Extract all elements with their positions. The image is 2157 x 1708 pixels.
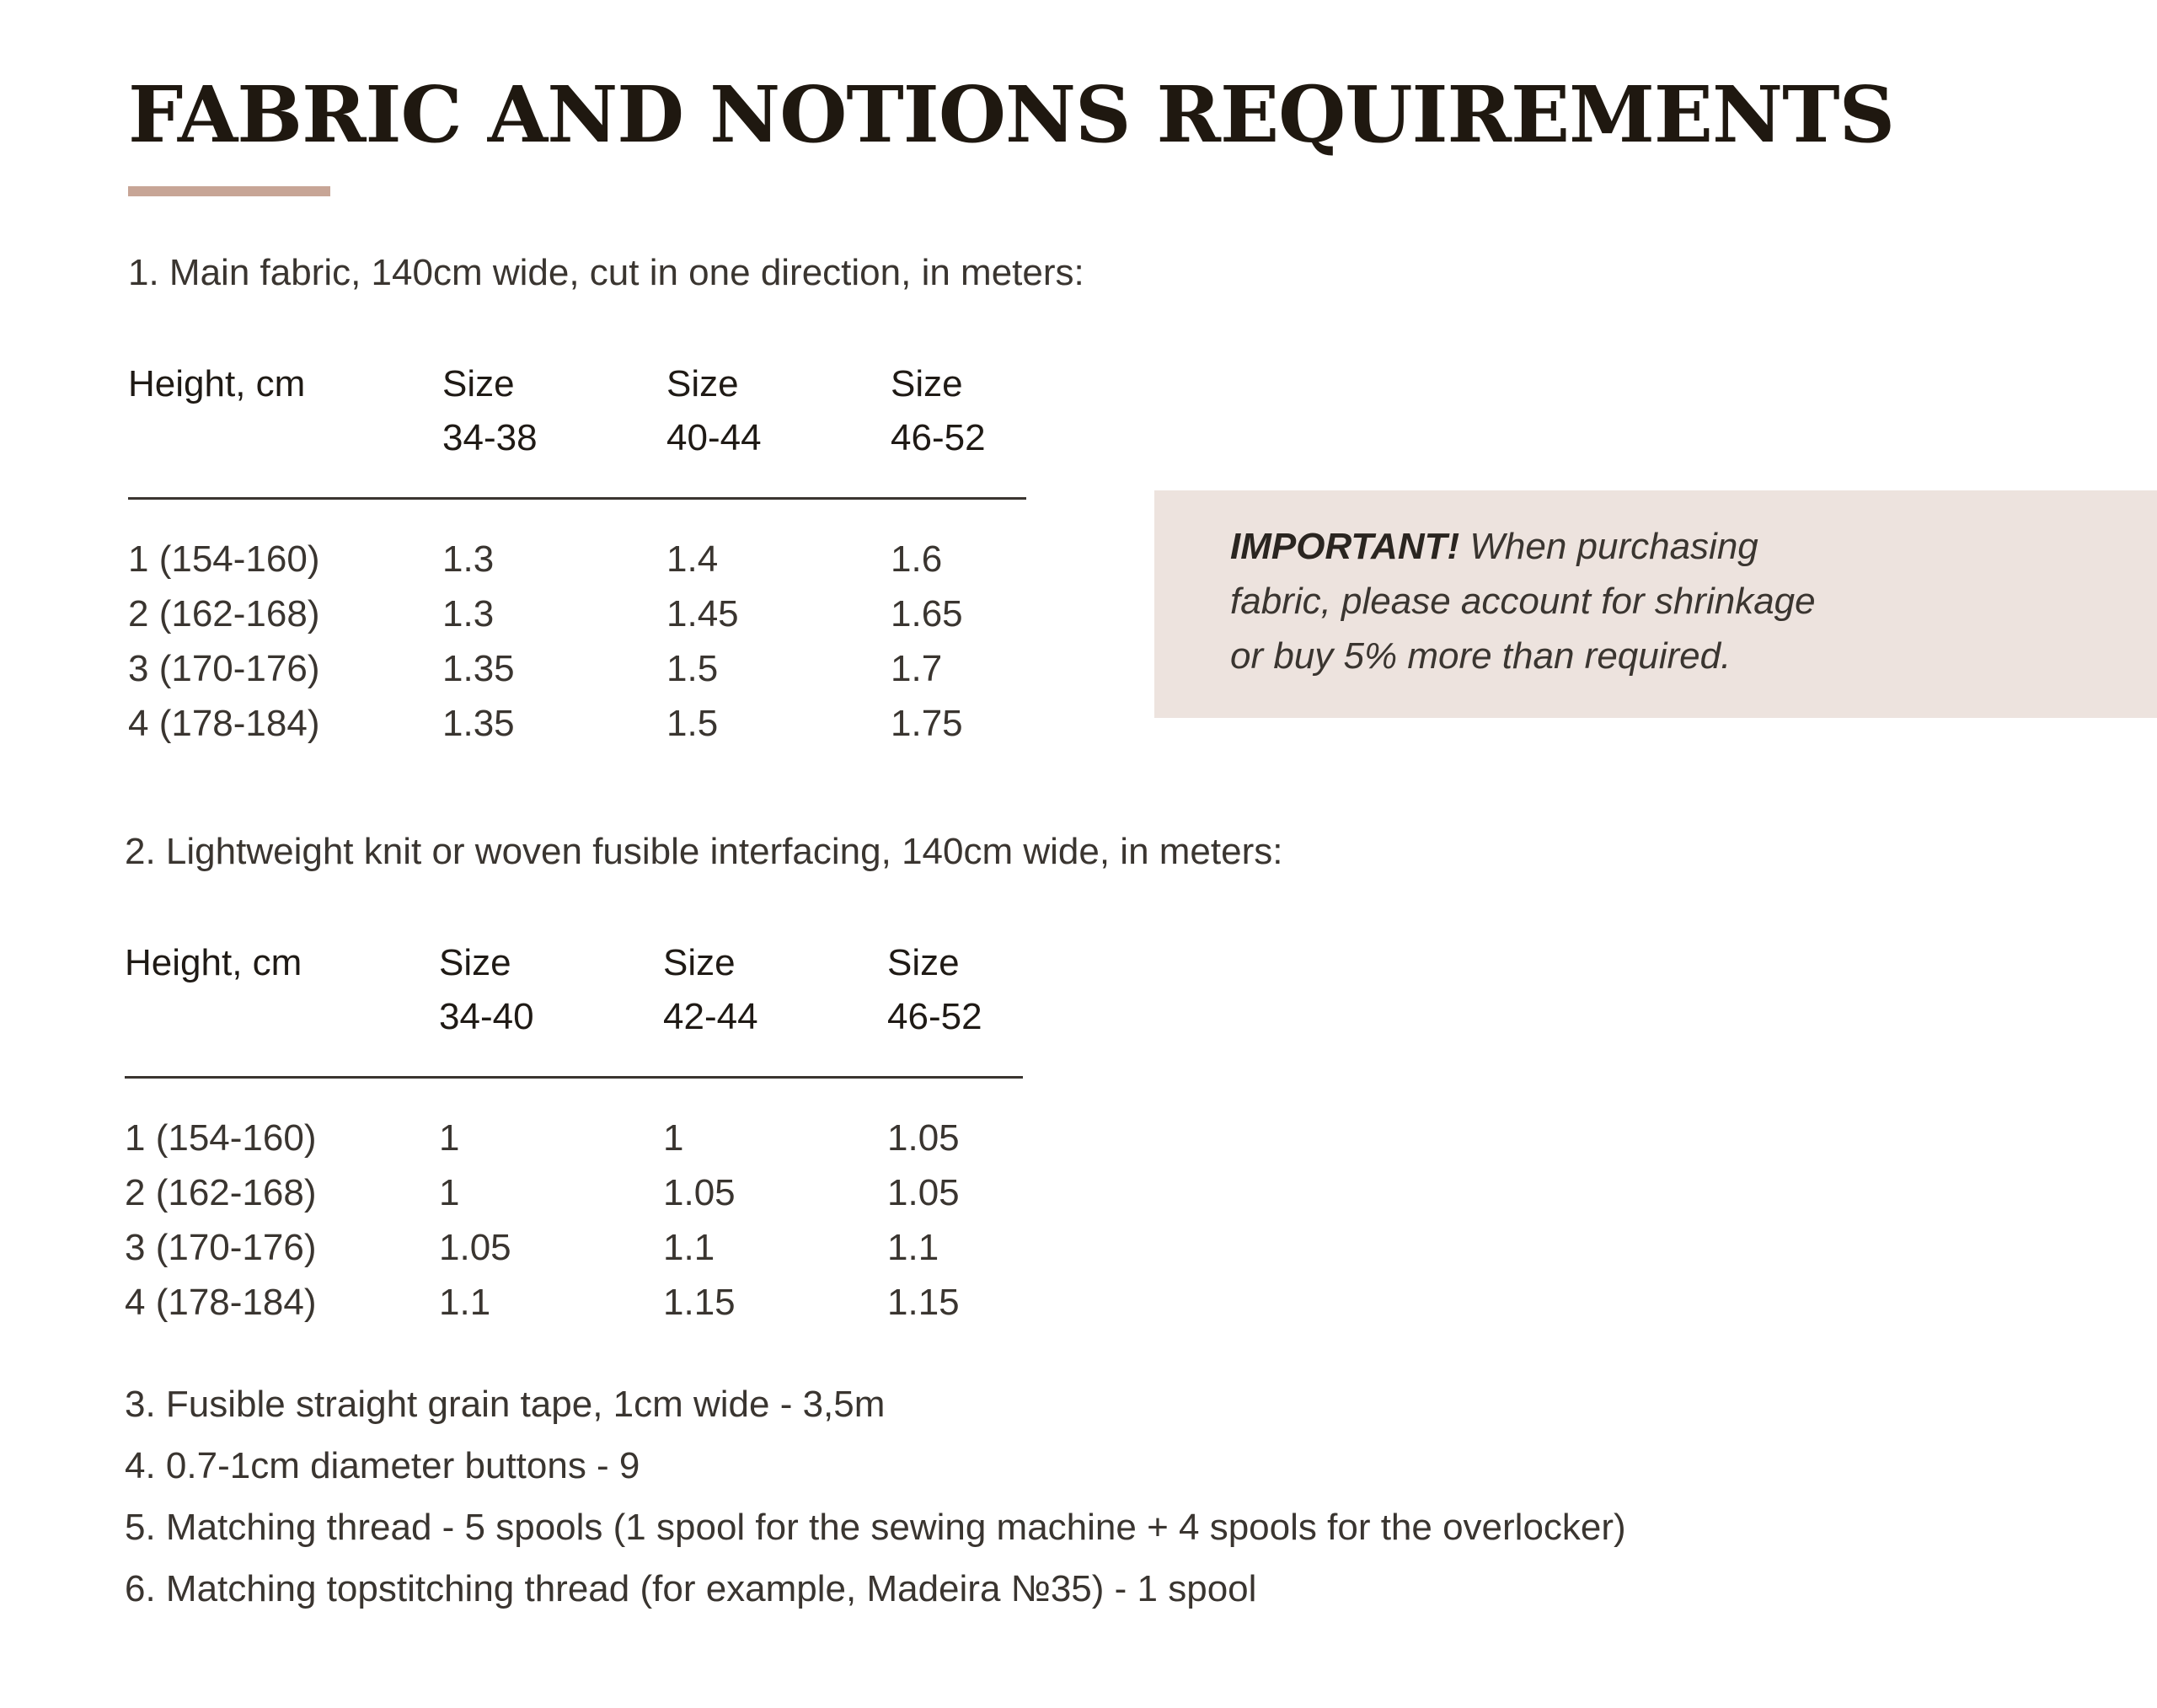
table-cell: 1: [439, 1117, 460, 1159]
table-row: [125, 1165, 1023, 1220]
table-cell: 1.05: [887, 1117, 960, 1159]
list-item: 4. 0.7-1cm diameter buttons - 9: [125, 1445, 640, 1486]
main-fabric-col-height: Height, cm: [128, 357, 442, 499]
table-cell: 1: [663, 1117, 684, 1159]
main-fabric-header-row: [128, 357, 1026, 499]
table-cell: 1.3: [442, 538, 495, 580]
table-cell: 1.05: [439, 1227, 511, 1268]
main-fabric-col-size-3: Size 46-52: [891, 357, 1026, 499]
notions-list: [125, 1373, 1626, 1620]
interfacing-col-size-2: Size 42-44: [663, 936, 887, 1078]
table-cell: 1.1: [887, 1227, 939, 1268]
table-row: [128, 586, 1026, 641]
table-cell: 1.15: [663, 1282, 736, 1323]
table-cell: 1.3: [442, 593, 495, 634]
interfacing-heading: 2. Lightweight knit or woven fusible interfacing, 140cm wide, in meters:: [125, 831, 1283, 872]
main-fabric-table: [128, 357, 1026, 751]
table-row: [125, 1220, 1023, 1275]
table-cell: 1.35: [442, 648, 515, 689]
interfacing-col-height: Height, cm: [125, 936, 439, 1078]
table-row: [125, 1078, 1023, 1166]
table-cell: 1.5: [666, 648, 719, 689]
table-row: [125, 1275, 1023, 1330]
page-title: FABRIC AND NOTIONS REQUIREMENTS: [128, 69, 1895, 160]
table-row: [128, 499, 1026, 587]
interfacing-header-row: [125, 936, 1023, 1078]
table-cell: 1.05: [663, 1172, 736, 1213]
main-fabric-col-size-2: Size 40-44: [666, 357, 891, 499]
interfacing-col-size-3: Size 46-52: [887, 936, 1023, 1078]
table-cell: 1.6: [891, 538, 943, 580]
table-cell: 1.7: [891, 648, 943, 689]
table-cell: 1.15: [887, 1282, 960, 1323]
notice-label: IMPORTANT!: [1230, 526, 1460, 567]
interfacing-col-size-1: Size 34-40: [439, 936, 663, 1078]
table-cell: 1.5: [666, 703, 719, 744]
table-cell: 4 (178-184): [128, 703, 320, 744]
notice-text: [1230, 519, 1822, 683]
table-cell: 1.75: [891, 703, 963, 744]
table-cell: 3 (170-176): [128, 648, 320, 689]
main-fabric-heading: 1. Main fabric, 140cm wide, cut in one direction, in meters:: [128, 252, 1084, 293]
table-cell: 3 (170-176): [125, 1227, 317, 1268]
table-cell: 1 (154-160): [128, 538, 320, 580]
main-fabric-col-size-1: Size 34-38: [442, 357, 666, 499]
table-cell: 1.1: [663, 1227, 715, 1268]
table-cell: 2 (162-168): [125, 1172, 317, 1213]
table-cell: 2 (162-168): [128, 593, 320, 634]
table-cell: 1.4: [666, 538, 719, 580]
table-cell: 1.05: [887, 1172, 960, 1213]
table-cell: 1: [439, 1172, 460, 1213]
notice-body: When purchasing fabric, please account for shrinkage or buy 5% more than required.: [1230, 526, 1816, 677]
table-cell: 1 (154-160): [125, 1117, 317, 1159]
table-cell: 1.65: [891, 593, 963, 634]
list-item: 5. Matching thread - 5 spools (1 spool for the sewing machine + 4 spools for the overlocker): [125, 1507, 1626, 1548]
table-row: [128, 696, 1026, 751]
interfacing-table: [125, 936, 1023, 1330]
table-row: [128, 641, 1026, 696]
important-notice: [1154, 490, 2157, 718]
table-cell: 1.35: [442, 703, 515, 744]
table-cell: 1.45: [666, 593, 739, 634]
list-item: 6. Matching topstitching thread (for example, Madeira №35) - 1 spool: [125, 1568, 1257, 1609]
list-item: 3. Fusible straight grain tape, 1cm wide - 3,5m: [125, 1384, 886, 1425]
table-cell: 1.1: [439, 1282, 491, 1323]
table-cell: 4 (178-184): [125, 1282, 317, 1323]
title-underline: [128, 186, 330, 196]
